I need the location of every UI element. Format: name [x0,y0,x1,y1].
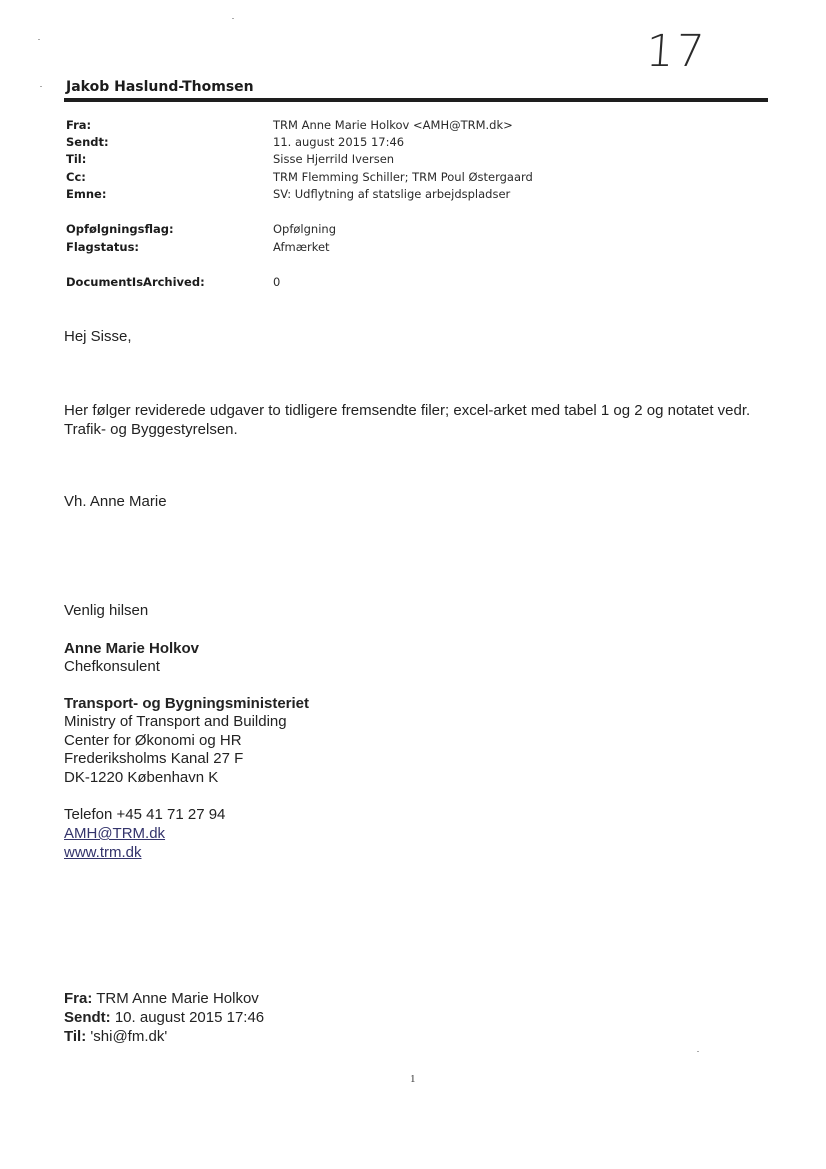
header-label: Flagstatus: [66,240,140,254]
quoted-from [64,990,259,1007]
header-value: SV: Udflytning af statslige arbejdspladser [273,187,511,201]
handwritten-page-mark: 17 [644,26,708,77]
quoted-label: Fra: [64,990,93,1007]
quoted-to [64,1028,167,1045]
signature-name: Anne Marie Holkov [64,640,200,657]
header-value: 11. august 2015 17:46 [273,135,405,149]
email-link[interactable]: AMH@TRM.dk [64,825,166,842]
header-label: Opfølgningsflag: [66,222,174,236]
closing: Vh. Anne Marie [64,493,167,510]
website-link[interactable]: www.trm.dk [64,844,142,861]
header-row-sent [66,135,766,153]
header-row-cc [66,170,766,188]
quoted-value: 'shi@fm.dk' [86,1028,168,1045]
header-value: 0 [273,275,281,289]
header-rule [64,98,768,102]
header-value: Opfølgning [273,222,337,236]
mailbox-owner: Jakob Haslund-Thomsen [66,79,254,95]
page-number: 1 [410,1073,416,1085]
scan-speck [232,18,234,19]
signature-department: Center for Økonomi og HR [64,732,242,749]
signature-street: Frederiksholms Kanal 27 F [64,750,244,767]
signature-city: DK-1220 København K [64,769,219,786]
quoted-label: Til: [64,1028,87,1045]
greeting: Hej Sisse, [64,328,132,345]
header-label: Sendt: [66,135,109,149]
header-label: Fra: [66,118,92,132]
signature-organization-en: Ministry of Transport and Building [64,713,287,730]
signature-greeting: Venlig hilsen [64,602,149,619]
header-label: Emne: [66,187,107,201]
signature-title: Chefkonsulent [64,658,160,675]
header-value: TRM Flemming Schiller; TRM Poul Østergaard [273,170,533,184]
body-paragraph: Her følger reviderede udgaver to tidligere fremsendte filer; excel-arket med tabel 1 og 2 og notatet vedr. Trafik- og Byggestyrelsen. [64,402,751,438]
header-row-subject [66,187,766,205]
header-label: DocumentIsArchived: [66,275,205,289]
quoted-value: TRM Anne Marie Holkov [92,990,259,1007]
scan-speck [38,39,40,40]
header-value: Afmærket [273,240,330,254]
header-row-archived [66,275,766,293]
header-row-to [66,152,766,170]
header-label: Cc: [66,170,86,184]
scan-speck [697,1051,699,1052]
header-label: Til: [66,152,87,166]
header-row-flag-status [66,240,766,258]
signature-phone: Telefon +45 41 71 27 94 [64,806,226,823]
header-row-from [66,118,766,136]
signature-organization: Transport- og Bygningsministeriet [64,695,310,712]
scan-speck [40,86,42,87]
quoted-value: 10. august 2015 17:46 [110,1009,265,1026]
header-value: Sisse Hjerrild Iversen [273,152,395,166]
header-value: TRM Anne Marie Holkov <AMH@TRM.dk> [273,118,513,132]
quoted-sent [64,1009,264,1026]
header-row-followup-flag [66,222,766,240]
quoted-label: Sendt: [64,1009,111,1026]
